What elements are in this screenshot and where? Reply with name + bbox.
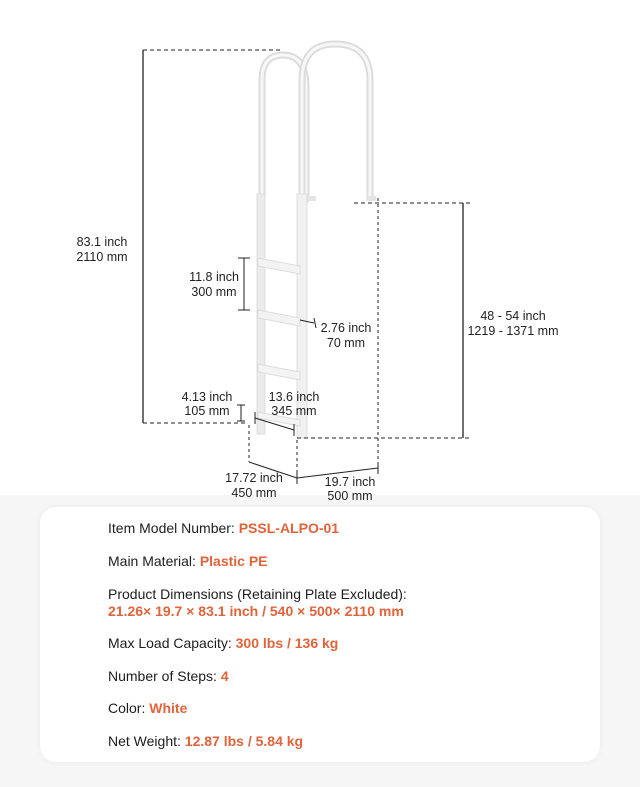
dimension-labels [76,235,558,503]
step-width-inch: 13.6 inch [268,390,320,404]
spec-label: Item Model Number: [108,520,235,536]
total-height-inch: 83.1 inch [76,235,128,249]
right-handrail-highlight [302,44,370,240]
base-depth-mm: 450 mm [231,486,277,500]
step-spacing-inch: 11.8 inch [189,270,239,284]
spec-label: Net Weight: [108,733,181,749]
deck-height-mm: 1219 - 1371 mm [467,324,559,338]
step-width-mm: 345 mm [271,404,317,418]
spec-label: Max Load Capacity: [108,635,232,651]
deck-height-inch: 48 - 54 inch [480,309,546,323]
right-handrail [302,44,370,240]
spec-label: Product Dimensions (Retaining Plate Excluded): [108,586,407,602]
step-depth-mm: 70 mm [326,336,366,350]
spec-label: Color: [108,700,146,716]
base-depth-inch: 17.72 inch [225,471,283,485]
spec-value: 12.87 lbs / 5.84 kg [184,733,304,749]
spec-value: White [149,700,188,716]
total-height-mm: 2110 mm [76,250,128,264]
spec-product-dimensions [108,586,407,620]
spec-value: Plastic PE [199,553,268,569]
bottom-offset-mm: 105 mm [184,404,230,418]
spec-value: PSSL-ALPO-01 [238,520,340,536]
spec-model-number [108,520,339,537]
spec-net-weight [108,733,303,750]
spec-value: 300 lbs / 136 kg [235,635,339,651]
spec-value: 4 [220,668,229,684]
base-width-mm: 500 mm [327,489,373,503]
spec-label: Number of Steps: [108,668,217,684]
spec-label: Main Material: [108,553,196,569]
bottom-offset-inch: 4.13 inch [181,390,233,404]
spec-main-material [108,553,268,570]
spec-max-load [108,635,338,652]
spec-number-of-steps [108,668,229,685]
ladder-illustration [257,44,376,438]
step-depth-inch: 2.76 inch [320,321,372,335]
step-spacing-mm: 300 mm [191,285,237,299]
spec-value: 21.26× 19.7 × 83.1 inch / 540 × 500× 2110 mm [108,603,404,619]
spec-card [40,507,600,762]
spec-color [108,700,187,717]
base-width-inch: 19.7 inch [324,475,376,489]
